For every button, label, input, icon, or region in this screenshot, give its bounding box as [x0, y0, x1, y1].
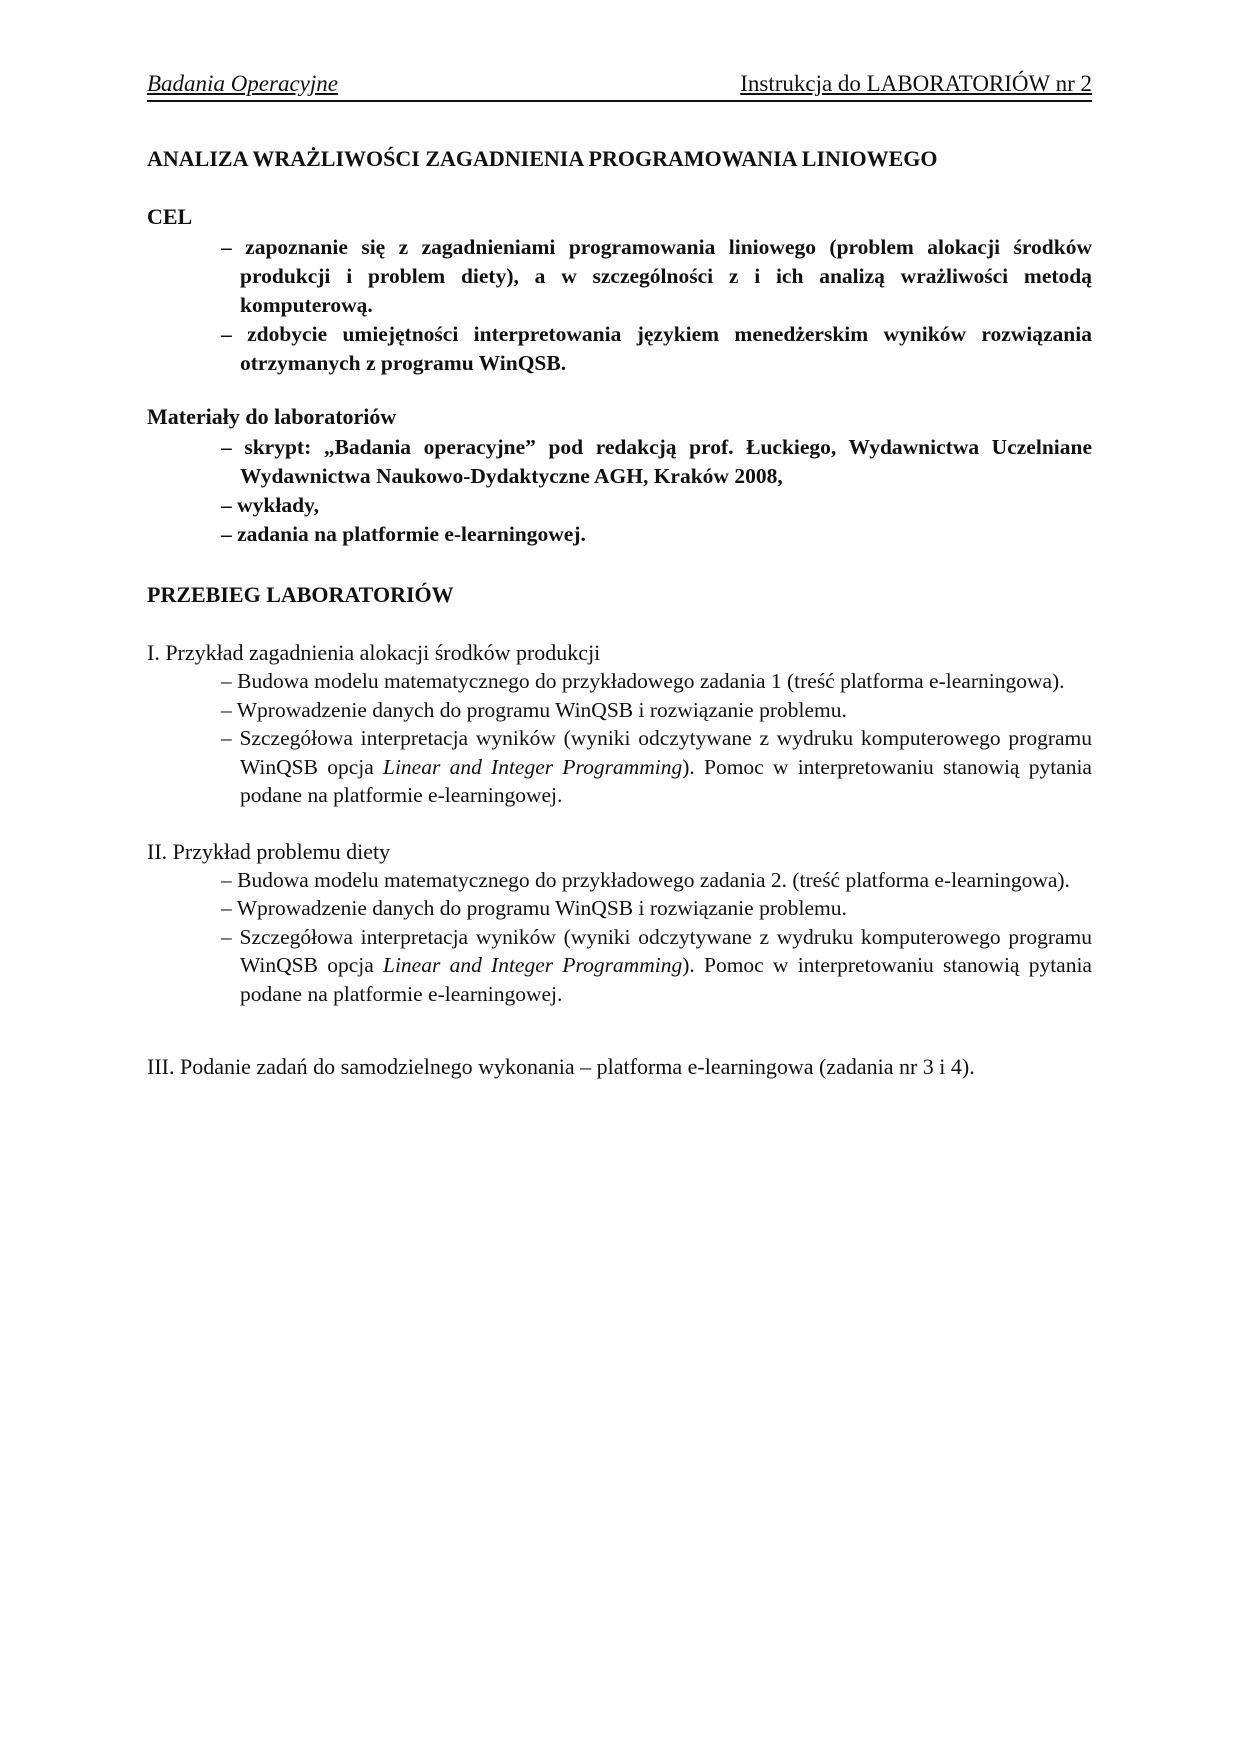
- document-page: [147, 70, 1092, 1081]
- cel-heading: CEL: [147, 204, 193, 229]
- list-item: – Wprowadzenie danych do programu WinQSB i rozwiązanie problemu.: [221, 896, 847, 920]
- cel-list: [147, 233, 1092, 378]
- list-item: – wykłady,: [221, 493, 319, 517]
- part2-heading: II. Przykład problemu diety: [147, 838, 391, 864]
- item-text: – Szczegółowa interpretacja wyników (wyniki odczytywane z wydruku komputerowego programu WinQSB opcja: [221, 924, 1092, 977]
- item-text: – Szczegółowa interpretacja wyników (wyniki odczytywane z wydruku komputerowego programu WinQSB opcja: [221, 726, 1092, 779]
- list-item: [147, 923, 1092, 1009]
- part2-list: [147, 866, 1092, 1009]
- list-item: – zapoznanie się z zagadnieniami programowania liniowego (problem alokacji środków produkcji i problem diety), a w szczególności z i ich analizą wrażliwości metodą komputerową.: [221, 235, 1092, 317]
- part1-list: [147, 667, 1092, 810]
- item-text: ). Pomoc w interpretowaniu stanowią pytania podane na platformie e-learningowej.: [240, 754, 1092, 807]
- item-text: ). Pomoc w interpretowaniu stanowią pytania podane na platformie e-learningowej.: [240, 953, 1092, 1006]
- document-title: ANALIZA WRAŻLIWOŚCI ZAGADNIENIA PROGRAMOWANIA LINIOWEGO: [147, 146, 938, 171]
- list-item: – zdobycie umiejętności interpretowania językiem menedżerskim wyników rozwiązania otrzymanych z programu WinQSB.: [221, 322, 1092, 375]
- page-header: [147, 70, 1092, 102]
- option-name: Linear and Integer Programming: [383, 953, 683, 977]
- list-item: [147, 724, 1092, 810]
- header-instruction-number: Instrukcja do LABORATORIÓW nr 2: [740, 71, 1092, 96]
- list-item: – Budowa modelu matematycznego do przykładowego zadania 2. (treść platforma e-learningowa).: [221, 867, 1070, 892]
- materialy-heading: Materiały do laboratoriów: [147, 404, 397, 429]
- list-item: – zadania na platformie e-learningowej.: [221, 522, 586, 546]
- part3-heading: III. Podanie zadań do samodzielnego wykonania – platforma e-learningowa (zadania nr 3 i 4).: [147, 1054, 975, 1079]
- list-item: – Budowa modelu matematycznego do przykładowego zadania 1 (treść platforma e-learningowa).: [221, 669, 1065, 693]
- list-item: – Wprowadzenie danych do programu WinQSB i rozwiązanie problemu.: [221, 697, 847, 722]
- materialy-list: [147, 433, 1092, 549]
- przebieg-heading: PRZEBIEG LABORATORIÓW: [147, 582, 454, 607]
- list-item: – skrypt: „Badania operacyjne” pod redakcją prof. Łuckiego, Wydawnictwa Uczelniane Wydawnictwa Naukowo-Dydaktyczne AGH, Kraków 2008,: [221, 435, 1092, 488]
- header-course-name: Badania Operacyjne: [147, 71, 338, 96]
- part1-heading: I. Przykład zagadnienia alokacji środków produkcji: [147, 640, 601, 665]
- option-name: Linear and Integer Programming: [383, 754, 683, 779]
